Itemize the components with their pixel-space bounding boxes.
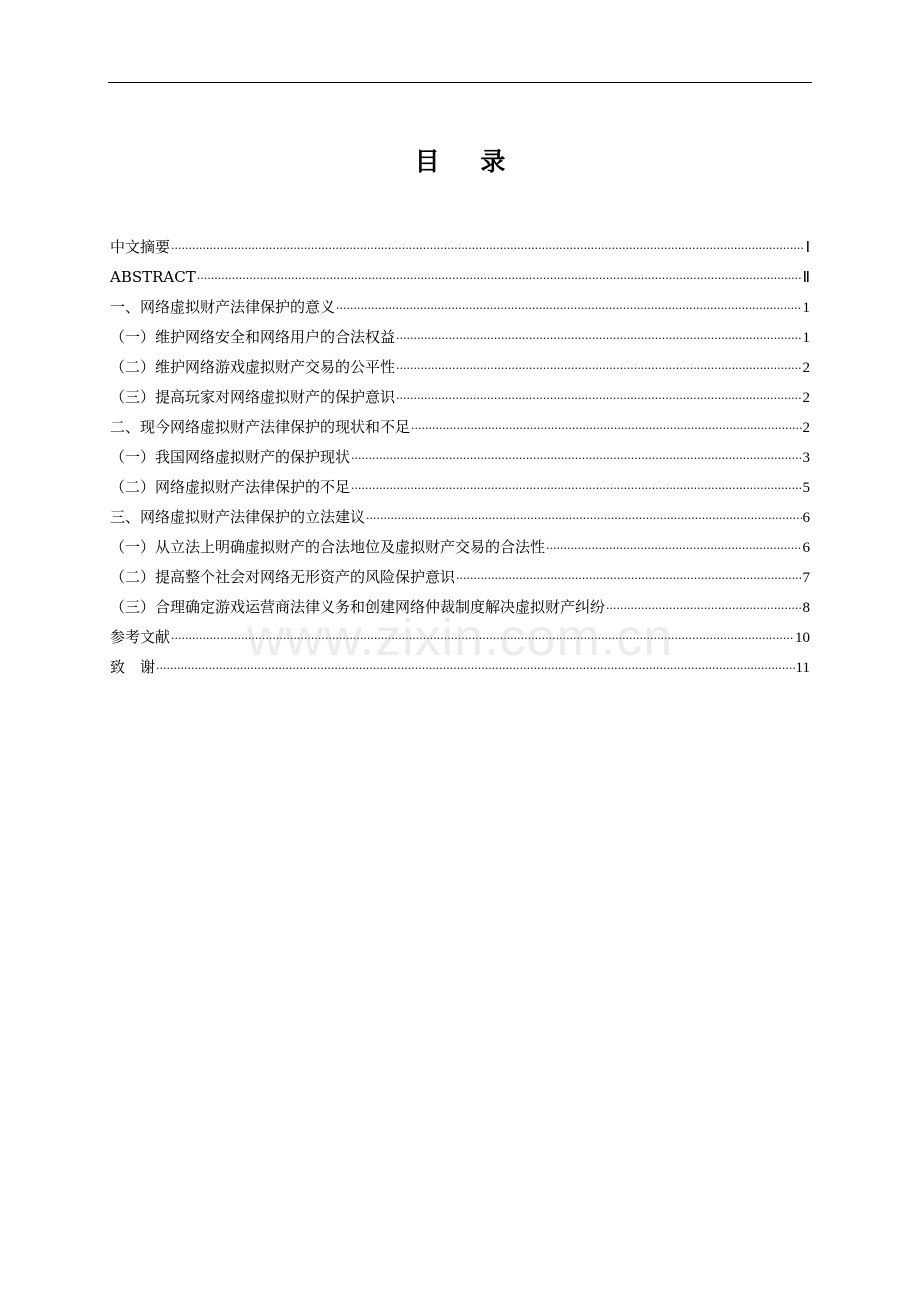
toc-dot-leader [606, 594, 801, 624]
toc-entry-label: （二）提高整个社会对网络无形资产的风险保护意识 [110, 568, 456, 586]
toc-entry-label: 二、现今网络虚拟财产法律保护的现状和不足 [110, 418, 411, 436]
toc-page-number: 6 [802, 510, 810, 526]
watermark: www.zixin.com.cn [246, 609, 674, 667]
toc-dot-leader [171, 624, 794, 654]
toc-entry[interactable] [110, 232, 810, 262]
toc-dot-leader [197, 264, 802, 294]
toc-page-number: 10 [795, 630, 810, 646]
toc-dot-leader [456, 564, 801, 594]
toc-entry[interactable] [110, 322, 810, 352]
toc-page-number: 3 [802, 450, 810, 466]
toc-entry[interactable] [110, 262, 810, 292]
toc-page-number: 7 [802, 570, 810, 586]
toc-dot-leader [351, 474, 801, 504]
table-of-contents [110, 232, 810, 682]
toc-entry[interactable] [110, 352, 810, 382]
toc-entry[interactable] [110, 652, 810, 682]
toc-dot-leader [396, 384, 801, 414]
toc-page-number: Ⅱ [802, 270, 810, 286]
toc-title: 目 录 [414, 147, 522, 176]
toc-page-number: 6 [802, 540, 810, 556]
toc-dot-leader [366, 504, 801, 534]
toc-entry[interactable] [110, 382, 810, 412]
toc-dot-leader [351, 444, 801, 474]
toc-entry-label: （一）从立法上明确虚拟财产的合法地位及虚拟财产交易的合法性 [110, 538, 546, 556]
toc-page-number: 5 [802, 480, 810, 496]
toc-page-number: 8 [802, 600, 810, 616]
toc-page-number: 11 [795, 660, 810, 676]
toc-dot-leader [396, 324, 801, 354]
toc-dot-leader [156, 654, 795, 684]
toc-dot-leader [396, 354, 801, 384]
toc-entry-label: 三、网络虚拟财产法律保护的立法建议 [110, 508, 366, 526]
toc-entry[interactable] [110, 412, 810, 442]
toc-page-number: 1 [802, 300, 810, 316]
toc-entry-label: ABSTRACT [110, 268, 196, 286]
toc-entry-label: （二）维护网络游戏虚拟财产交易的公平性 [110, 358, 396, 376]
toc-entry-label: 中文摘要 [110, 238, 171, 256]
toc-entry-label: 参考文献 [110, 628, 171, 646]
toc-entry[interactable] [110, 562, 810, 592]
toc-page-number: 2 [802, 420, 810, 436]
toc-dot-leader [171, 234, 805, 264]
toc-entry-label: （一）维护网络安全和网络用户的合法权益 [110, 328, 396, 346]
toc-page-number: 1 [802, 330, 810, 346]
toc-entry[interactable] [110, 472, 810, 502]
toc-entry-label: （三）提高玩家对网络虚拟财产的保护意识 [110, 388, 396, 406]
toc-entry[interactable] [110, 592, 810, 622]
toc-page-number: 2 [802, 360, 810, 376]
toc-entry-label: （一）我国网络虚拟财产的保护现状 [110, 448, 351, 466]
toc-entry[interactable] [110, 292, 810, 322]
toc-entry[interactable] [110, 622, 810, 652]
toc-entry[interactable] [110, 442, 810, 472]
toc-dot-leader [546, 534, 801, 564]
toc-entry[interactable] [110, 502, 810, 532]
toc-dot-leader [411, 414, 801, 444]
toc-page-number: Ⅰ [805, 240, 810, 256]
toc-page-number: 2 [802, 390, 810, 406]
toc-entry[interactable] [110, 532, 810, 562]
toc-entry-label: 一、网络虚拟财产法律保护的意义 [110, 298, 336, 316]
toc-entry-label: （三）合理确定游戏运营商法律义务和创建网络仲裁制度解决虚拟财产纠纷 [110, 598, 606, 616]
toc-entry-label: 致 谢 [110, 658, 156, 676]
toc-entry-label: （二）网络虚拟财产法律保护的不足 [110, 478, 351, 496]
toc-dot-leader [336, 294, 801, 324]
header-rule [108, 82, 812, 83]
